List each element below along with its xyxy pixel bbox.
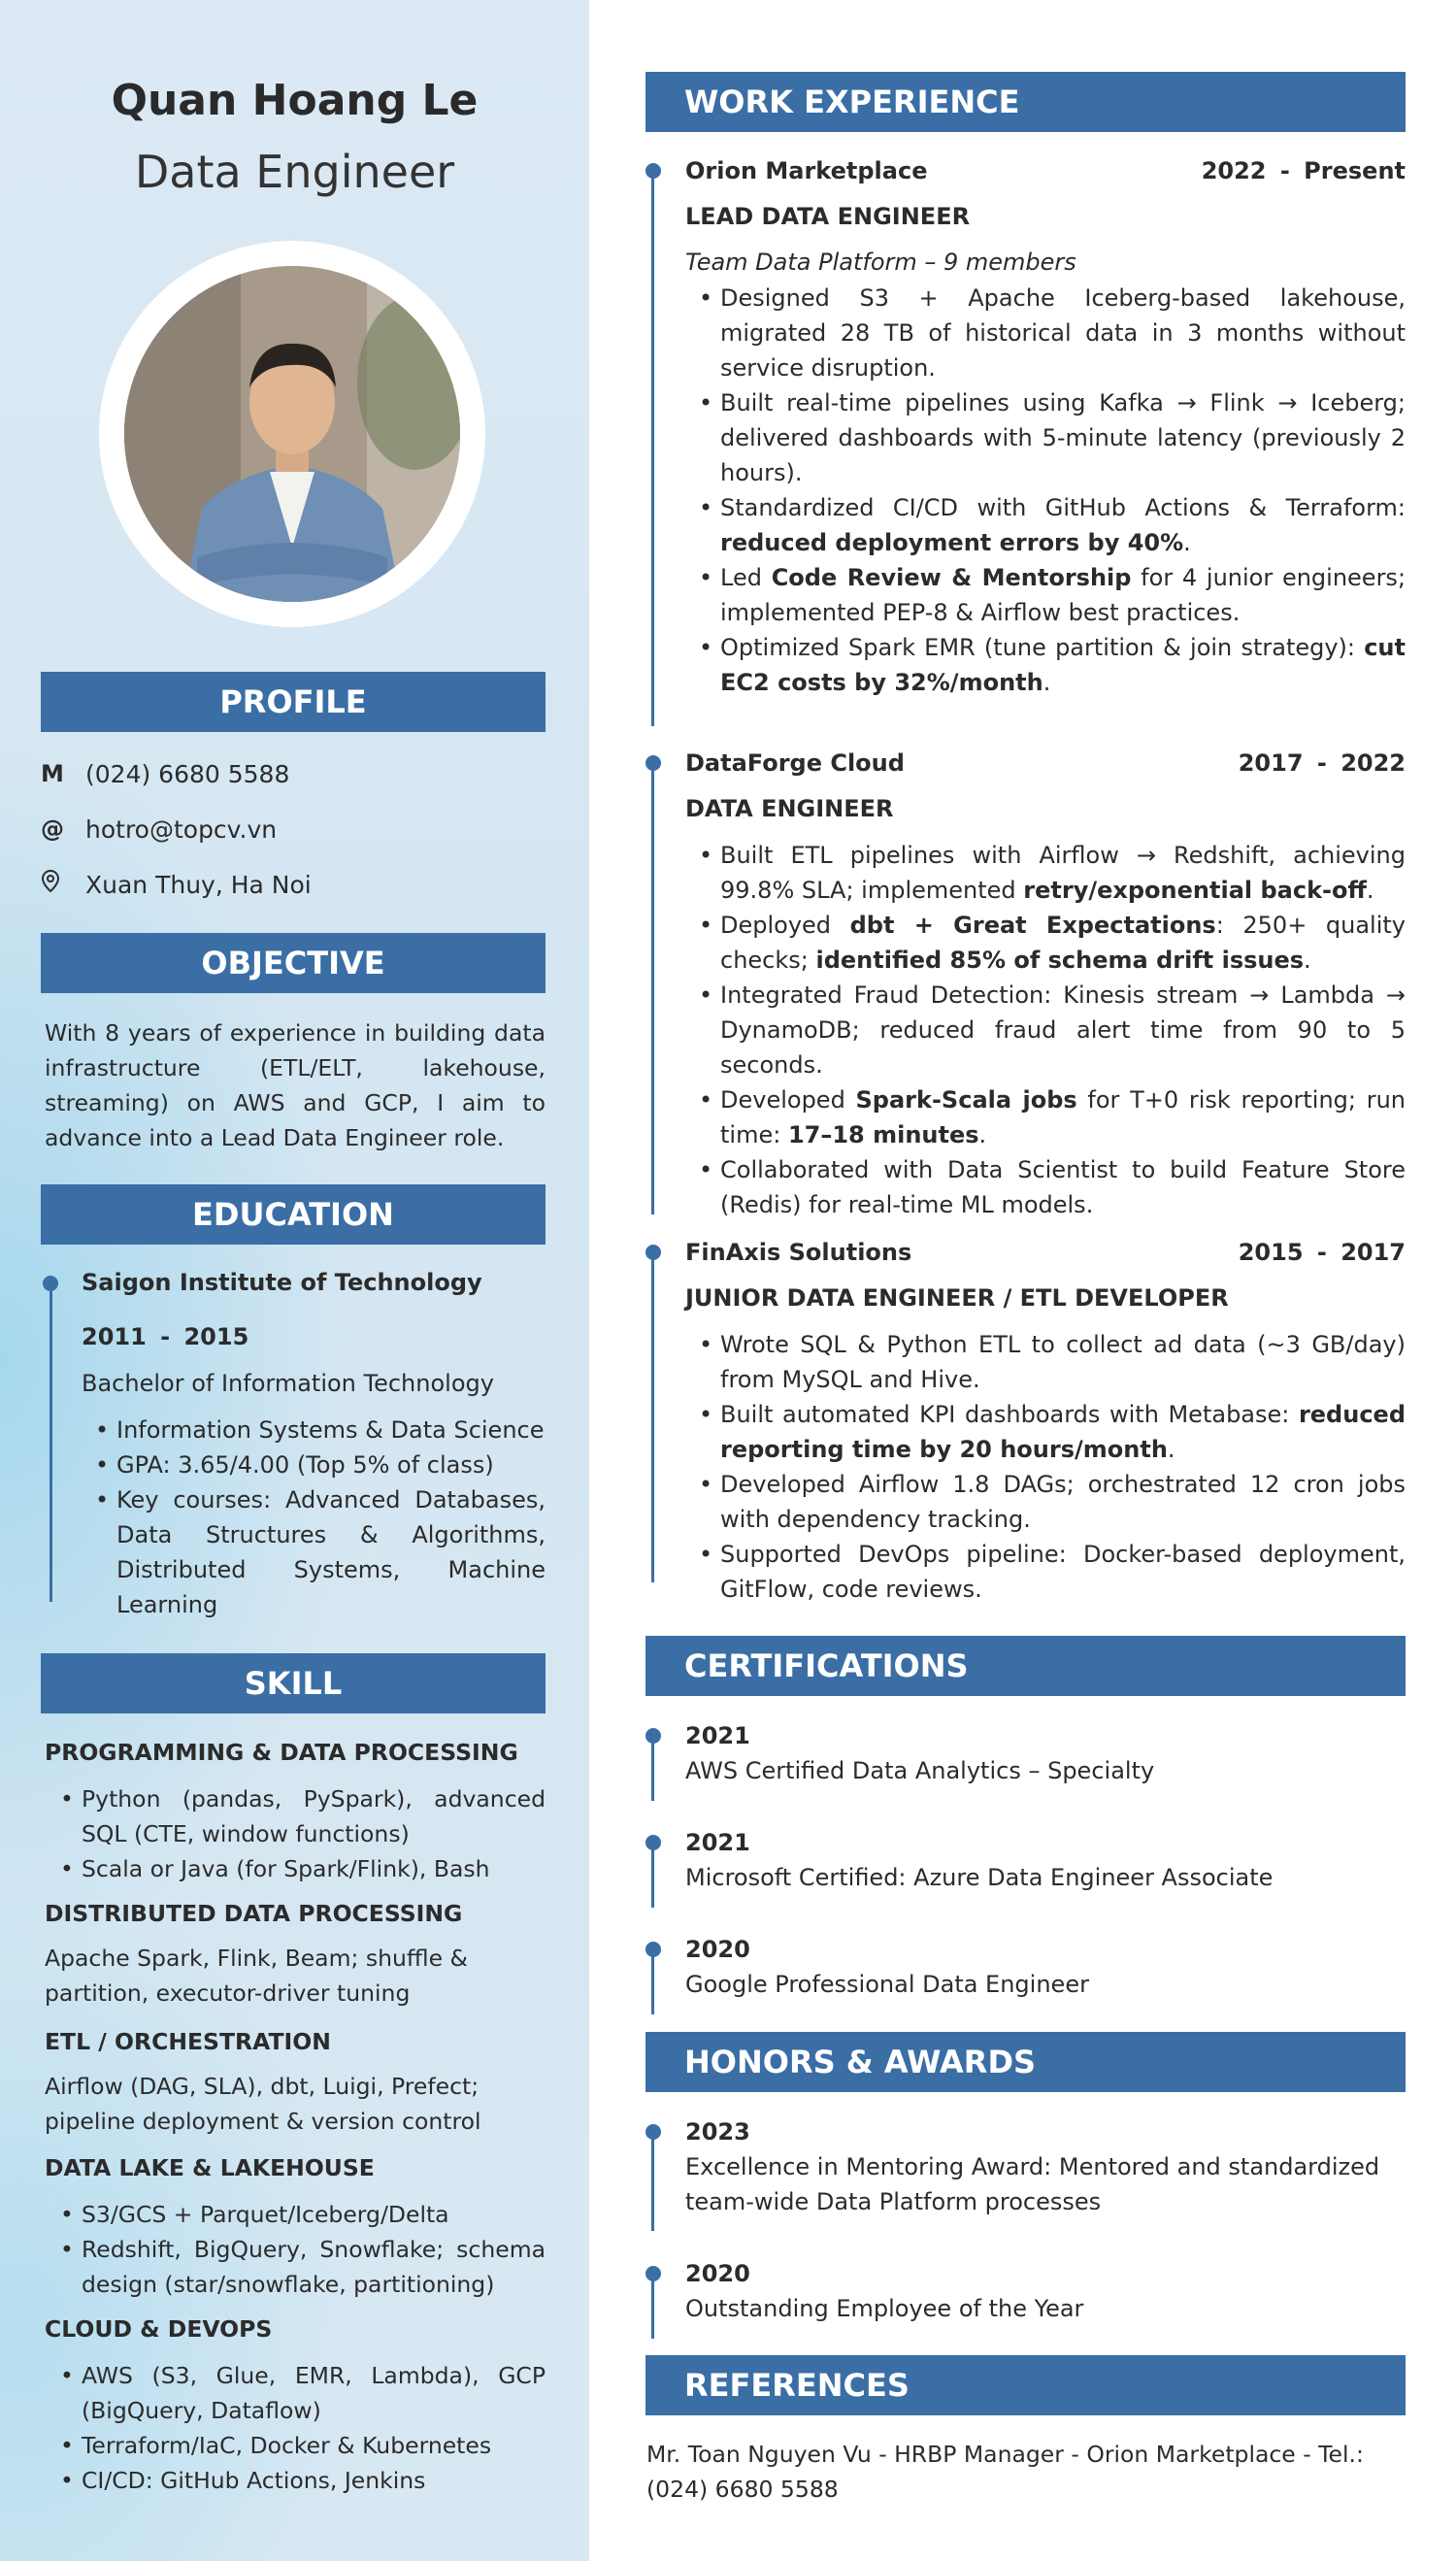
skill-text-etl: Airflow (DAG, SLA), dbt, Luigi, Prefect; pipeline deployment & version control: [45, 2073, 481, 2135]
job-company: Orion Marketplace: [685, 157, 928, 184]
list-item: • Supported DevOps pipeline: Docker-based deployment, GitFlow, code reviews.: [699, 1537, 1406, 1607]
skill-list-programming: [60, 1781, 546, 1886]
job-role: LEAD DATA ENGINEER: [685, 203, 971, 230]
job-title: Data Engineer: [134, 146, 455, 198]
honor-year: 2023: [685, 2118, 750, 2145]
honors-header: HONORS & AWARDS: [645, 2032, 1406, 2092]
education-header: EDUCATION: [41, 1184, 546, 1245]
job-bullets: [699, 281, 1406, 700]
cert-name: AWS Certified Data Analytics – Specialty: [685, 1757, 1155, 1784]
portrait-photo: [124, 266, 460, 602]
job-timeline-dot: [645, 163, 661, 179]
location-pin-icon: [41, 870, 85, 899]
job-years: 2015 - 2017: [1238, 1239, 1406, 1266]
education-degree: Bachelor of Information Technology: [82, 1370, 494, 1397]
candidate-name: Quan Hoang Le: [111, 76, 479, 125]
references-text: Mr. Toan Nguyen Vu - HRBP Manager - Orion Marketplace - Tel.: (024) 6680 5588: [646, 2441, 1364, 2503]
cert-name: Google Professional Data Engineer: [685, 1971, 1089, 1998]
honor-year: 2020: [685, 2260, 750, 2287]
list-item: • Developed Spark-Scala jobs for T+0 risk reporting; run time: 17–18 minutes.: [699, 1082, 1406, 1152]
cert-timeline-line: [651, 1738, 654, 1801]
cert-year: 2020: [685, 1936, 750, 1963]
cert-timeline-dot: [645, 1835, 661, 1850]
cert-timeline-dot: [645, 1942, 661, 1957]
list-item: • Built ETL pipelines with Airflow → Redshift, achieving 99.8% SLA; implemented retry/exponential back-off.: [699, 838, 1406, 908]
list-item: • Designed S3 + Apache Iceberg-based lakehouse, migrated 28 TB of historical data in 3 months without service disruption.: [699, 281, 1406, 385]
list-item: • Collaborated with Data Scientist to build Feature Store (Redis) for real-time ML models.: [699, 1152, 1406, 1222]
list-item: • Built real-time pipelines using Kafka → Flink → Iceberg; delivered dashboards with 5-minute latency (previously 2 hours).: [699, 385, 1406, 490]
list-item: • Built automated KPI dashboards with Metabase: reduced reporting time by 20 hours/month.: [699, 1397, 1406, 1467]
sidebar: [0, 0, 589, 2561]
work-experience-header: WORK EXPERIENCE: [645, 72, 1406, 132]
phone-text: (024) 6680 5588: [85, 759, 290, 788]
photo-frame: [99, 241, 485, 627]
contact-location: [41, 865, 312, 904]
cert-year: 2021: [685, 1722, 750, 1749]
job-timeline-dot: [645, 755, 661, 771]
references-header: REFERENCES: [645, 2355, 1406, 2415]
email-text: hotro@topcv.vn: [85, 815, 278, 844]
profile-header: PROFILE: [41, 672, 546, 732]
certifications-header: CERTIFICATIONS: [645, 1636, 1406, 1696]
contact-email: [41, 810, 277, 848]
job-bullets: [699, 838, 1406, 1222]
job-role: JUNIOR DATA ENGINEER / ETL DEVELOPER: [685, 1284, 1229, 1312]
list-item: • GPA: 3.65/4.00 (Top 5% of class): [95, 1447, 546, 1482]
education-school: Saigon Institute of Technology: [82, 1269, 482, 1296]
job-timeline-line: [651, 1252, 654, 1582]
job-years: 2017 - 2022: [1238, 749, 1406, 777]
list-item: • Key courses: Advanced Databases, Data Structures & Algorithms, Distributed Systems, Machine Learning: [95, 1482, 546, 1622]
cert-name: Microsoft Certified: Azure Data Engineer Associate: [685, 1864, 1274, 1891]
skill-header: SKILL: [41, 1653, 546, 1713]
skill-group-title: CLOUD & DEVOPS: [45, 2315, 273, 2343]
skill-list-lake: [60, 2197, 546, 2302]
location-text: Xuan Thuy, Ha Noi: [85, 870, 312, 899]
list-item: • Developed Airflow 1.8 DAGs; orchestrated 12 cron jobs with dependency tracking.: [699, 1467, 1406, 1537]
honor-timeline-line: [651, 2276, 654, 2339]
list-item: • Python (pandas, PySpark), advanced SQL (CTE, window functions): [60, 1781, 546, 1851]
phone-icon: M: [41, 760, 64, 787]
list-item: • Deployed dbt + Great Expectations: 250+ quality checks; identified 85% of schema drift issues.: [699, 908, 1406, 978]
job-timeline-line: [651, 171, 654, 726]
objective-text: With 8 years of experience in building data infrastructure (ETL/ELT, lakehouse, streaming) on AWS and GCP, I aim to advance into a Lead Data Engineer role.: [45, 1019, 546, 1151]
list-item: • Optimized Spark EMR (tune partition & join strategy): cut EC2 costs by 32%/month.: [699, 630, 1406, 700]
honor-name: Excellence in Mentoring Award: Mentored and standardized team-wide Data Platform processes: [685, 2153, 1380, 2215]
cert-year: 2021: [685, 1829, 750, 1856]
education-details: [95, 1413, 546, 1622]
list-item: • Standardized CI/CD with GitHub Actions & Terraform: reduced deployment errors by 40%.: [699, 490, 1406, 560]
skill-group-title: DATA LAKE & LAKEHOUSE: [45, 2154, 375, 2181]
contact-phone: [41, 754, 289, 793]
skill-text-distributed: Apache Spark, Flink, Beam; shuffle & partition, executor-driver tuning: [45, 1945, 468, 2007]
skill-group-title: PROGRAMMING & DATA PROCESSING: [45, 1739, 518, 1766]
objective-header: OBJECTIVE: [41, 933, 546, 993]
list-item: • S3/GCS + Parquet/Iceberg/Delta: [60, 2197, 546, 2232]
list-item: • Terraform/IaC, Docker & Kubernetes: [60, 2428, 546, 2463]
honor-timeline-dot: [645, 2266, 661, 2281]
list-item: • Information Systems & Data Science: [95, 1413, 546, 1447]
email-icon: @: [41, 815, 64, 843]
skill-list-cloud: [60, 2358, 546, 2498]
job-company: DataForge Cloud: [685, 749, 905, 777]
cert-timeline-line: [651, 1951, 654, 2014]
list-item: • Scala or Java (for Spark/Flink), Bash: [60, 1851, 546, 1886]
job-role: DATA ENGINEER: [685, 795, 894, 822]
education-timeline-line: [50, 1286, 52, 1602]
list-item: • Redshift, BigQuery, Snowflake; schema design (star/snowflake, partitioning): [60, 2232, 546, 2302]
cert-timeline-line: [651, 1845, 654, 1908]
job-bullets: [699, 1327, 1406, 1607]
list-item: • Led Code Review & Mentorship for 4 junior engineers; implemented PEP-8 & Airflow best practices.: [699, 560, 1406, 630]
job-company: FinAxis Solutions: [685, 1239, 912, 1266]
list-item: • Wrote SQL & Python ETL to collect ad data (~3 GB/day) from MySQL and Hive.: [699, 1327, 1406, 1397]
skill-group-title: DISTRIBUTED DATA PROCESSING: [45, 1900, 463, 1927]
job-timeline-line: [651, 763, 654, 1214]
job-timeline-dot: [645, 1245, 661, 1260]
job-team: Team Data Platform – 9 members: [685, 249, 1076, 276]
honor-timeline-line: [651, 2134, 654, 2231]
education-timeline-dot: [43, 1276, 58, 1291]
skill-group-title: ETL / ORCHESTRATION: [45, 2028, 331, 2055]
list-item: • AWS (S3, Glue, EMR, Lambda), GCP (BigQuery, Dataflow): [60, 2358, 546, 2428]
honor-name: Outstanding Employee of the Year: [685, 2295, 1084, 2322]
honor-timeline-dot: [645, 2124, 661, 2140]
education-years: 2011 - 2015: [82, 1323, 249, 1350]
cert-timeline-dot: [645, 1728, 661, 1744]
list-item: • Integrated Fraud Detection: Kinesis stream → Lambda → DynamoDB; reduced fraud alert time from 90 to 5 seconds.: [699, 978, 1406, 1082]
job-years: 2022 - Present: [1201, 157, 1406, 184]
portrait-illustration: [124, 266, 460, 602]
list-item: • CI/CD: GitHub Actions, Jenkins: [60, 2463, 546, 2498]
